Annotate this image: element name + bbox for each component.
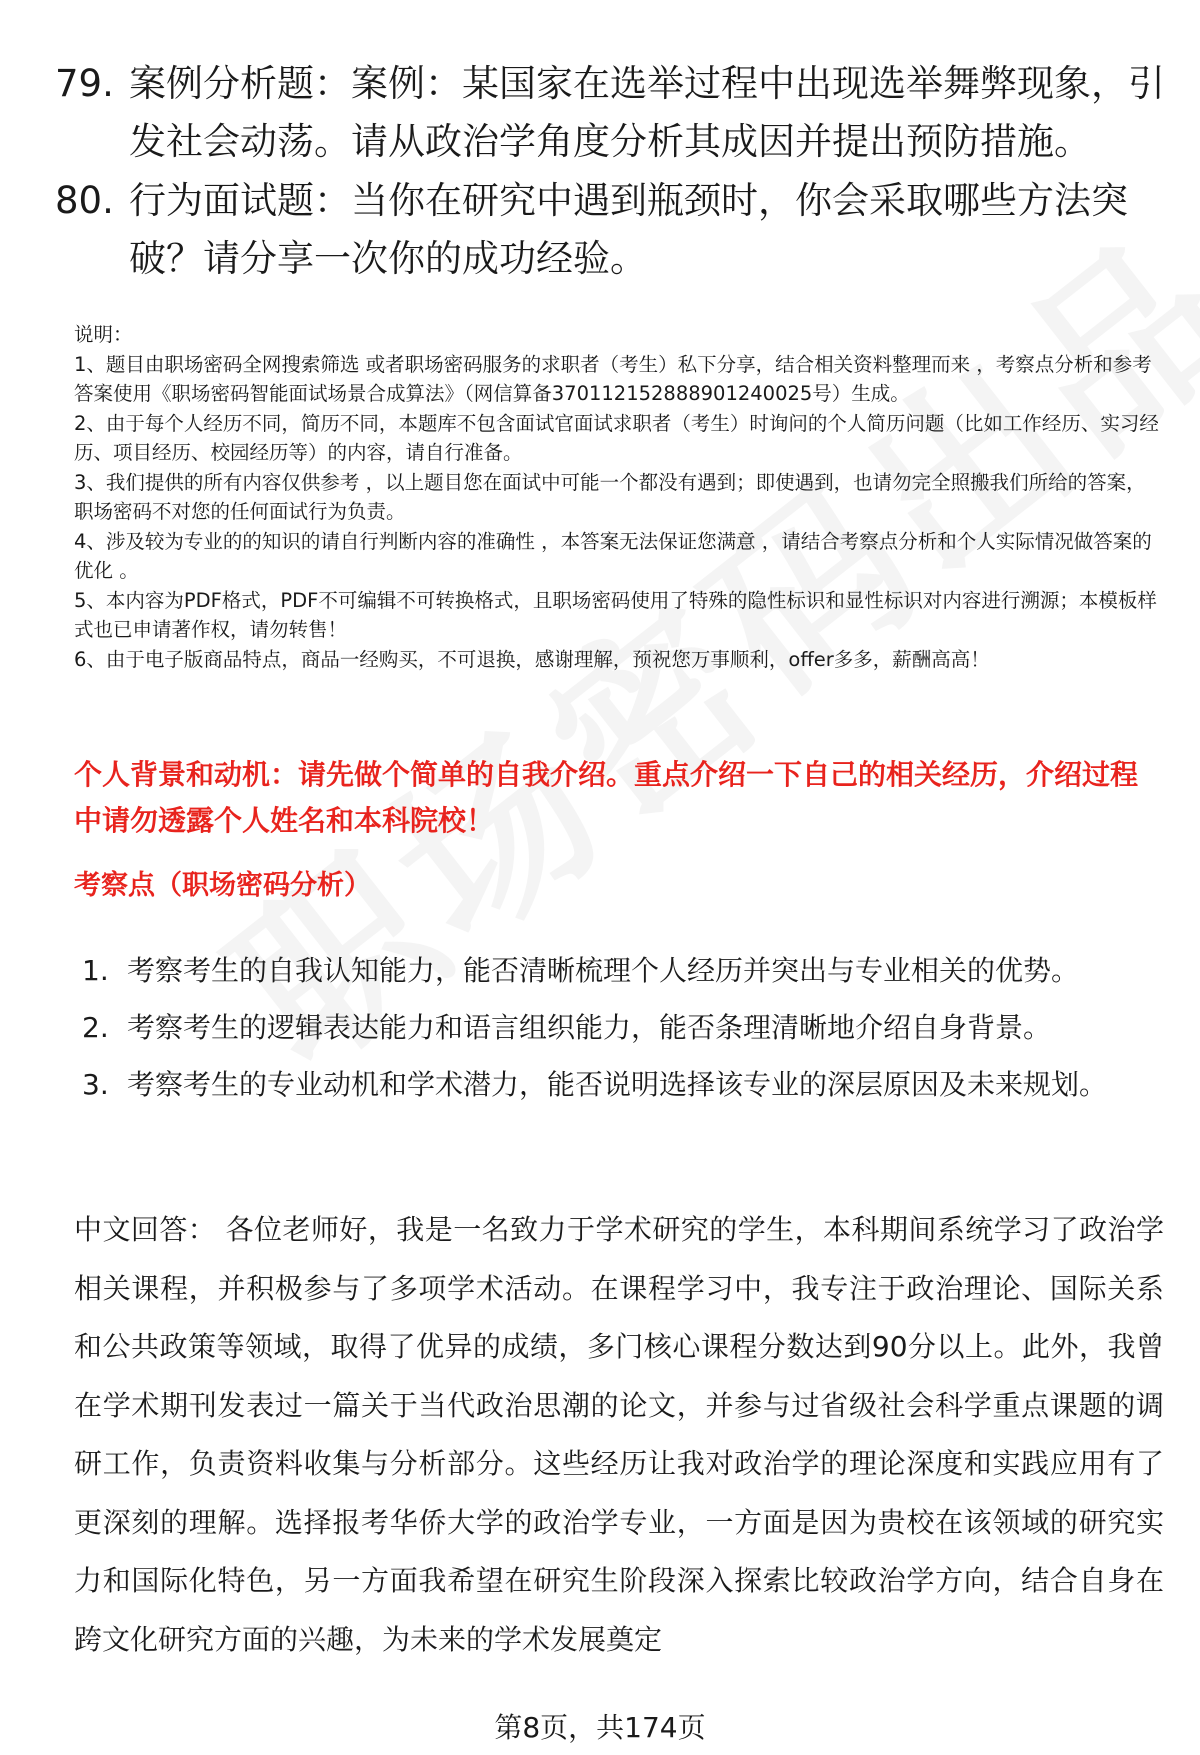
point-number: 2. (82, 1011, 109, 1044)
question-79 (55, 55, 1165, 171)
assessment-point (82, 942, 1162, 999)
answer-text: 各位老师好，我是一名致力于学术研究的学生，本科期间系统学习了政治学相关课程，并积极参与了多项学术活动。在课程学习中，我专注于政治理论、国际关系和公共政策等领域，取得了优异的成绩，多门核心课程分数达到90分以上。此外，我曾在学术期刊发表过一篇关于当代政治思潮的论文，并参与过省级社会科学重点课题的调研工作，负责资料收集与分析部分。这些经历让我对政治学的理论深度和实践应用有了更深刻的理解。选择报考华侨大学的政治学专业，一方面是因为贵校在该领域的研究实力和国际化特色，另一方面我希望在研究生阶段深入探索比较政治学方向，结合自身在跨文化研究方面的兴趣，为未来的学术发展奠定 (74, 1213, 1164, 1656)
note-item: 4、涉及较为专业的的知识的请自行判断内容的准确性 ，本答案无法保证您满意 ，请结合考察点分析和个人实际情况做答案的优化 。 (74, 529, 1152, 582)
question-80 (55, 172, 1165, 288)
answer-paragraph (74, 1201, 1164, 1669)
interview-prompt: 个人背景和动机：请先做个简单的自我介绍。重点介绍一下自己的相关经历，介绍过程中请勿透露个人姓名和本科院校！ (74, 758, 1139, 837)
answer-label: 中文回答： (74, 1213, 217, 1246)
assessment-point (82, 1056, 1162, 1113)
point-text: 考察考生的专业动机和学术潜力，能否说明选择该专业的深层原因及未来规划。 (127, 1068, 1108, 1101)
note-item: 1、题目由职场密码全网搜索筛选 或者职场密码服务的求职者（考生）私下分享，结合相关资料整理而来 ，考察点分析和参考答案使用《职场密码智能面试场景合成算法》（网信算备370112152888901240025号）生成。 (74, 352, 1152, 405)
note-item: 3、我们提供的所有内容仅供参考 ，以上题目您在面试中可能一个都没有遇到；即使遇到，也请勿完全照搬我们所给的答案，职场密码不对您的任何面试行为负责。 (74, 470, 1146, 523)
question-number: 80. (55, 179, 114, 222)
question-text: 行为面试题：当你在研究中遇到瓶颈时，你会采取哪些方法突破？请分享一次你的成功经验。 (129, 179, 1128, 280)
point-number: 3. (82, 1068, 109, 1101)
question-text: 案例分析题：案例：某国家在选举过程中出现选举舞弊现象，引发社会动荡。请从政治学角度分析其成因并提出预防措施。 (129, 62, 1165, 163)
note-item: 6、由于电子版商品特点，商品一经购买，不可退换，感谢理解，预祝您万事顺利，offer多多，薪酬高高！ (74, 647, 990, 671)
point-text: 考察考生的自我认知能力，能否清晰梳理个人经历并突出与专业相关的优势。 (127, 954, 1080, 987)
notes-section (74, 320, 1164, 674)
assessment-point (82, 999, 1162, 1056)
point-text: 考察考生的逻辑表达能力和语言组织能力，能否条理清晰地介绍自身背景。 (127, 1011, 1052, 1044)
point-number: 1. (82, 954, 109, 987)
page-number: 第8页，共174页 (494, 1711, 706, 1744)
note-item: 2、由于每个人经历不同，简历不同，本题库不包含面试官面试求职者（考生）时询问的个人简历问题（比如工作经历、实习经历、项目经历、校园经历等）的内容，请自行准备。 (74, 411, 1159, 464)
notes-heading: 说明： (74, 323, 133, 346)
question-number: 79. (55, 62, 114, 105)
assessment-points (82, 942, 1162, 1113)
note-item: 5、本内容为PDF格式，PDF不可编辑不可转换格式，且职场密码使用了特殊的隐性标识和显性标识对内容进行溯源；本模板样式也已申请著作权，请勿转售！ (74, 588, 1157, 641)
section-title: 考察点（职场密码分析） (74, 870, 371, 901)
